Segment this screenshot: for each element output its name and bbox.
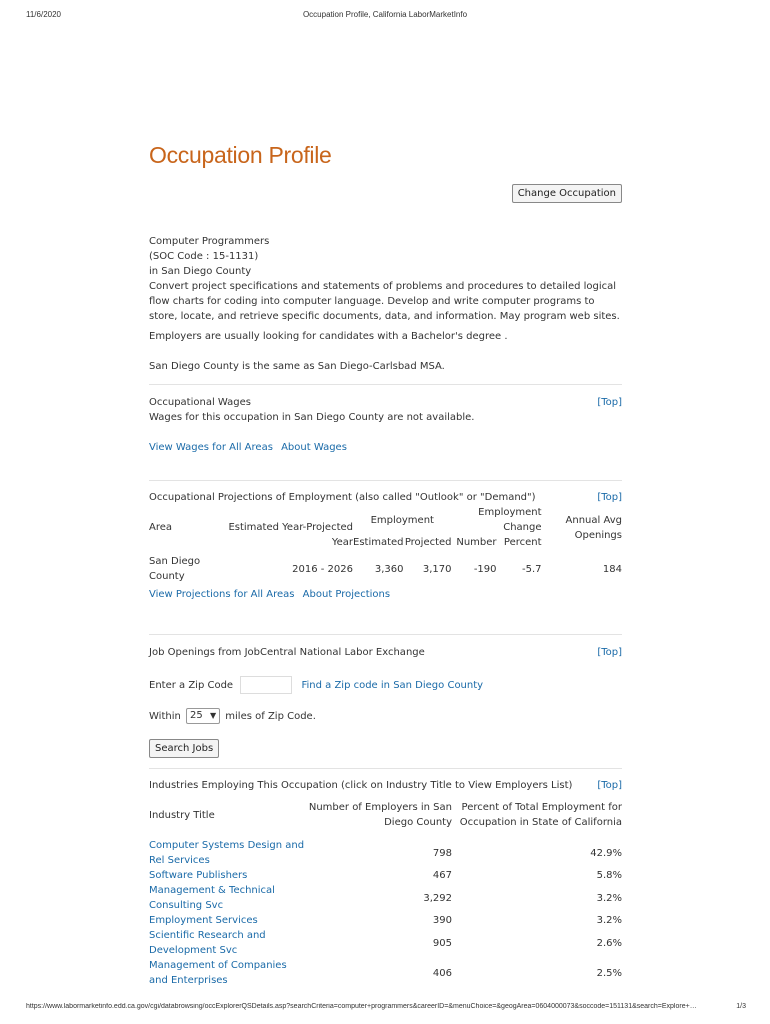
job-openings-section [149, 645, 622, 660]
industry-employers: 467 [432, 870, 452, 881]
projections-section [149, 490, 622, 600]
find-zip-link[interactable]: Find a Zip code in San Diego County [301, 680, 484, 691]
cell-years: 2016 - 2026 [292, 563, 353, 575]
jobs-heading: Job Openings from JobCentral National Labor Exchange [149, 647, 425, 658]
cell-area: San Diego County [149, 556, 201, 582]
col-projected: Projected [404, 537, 452, 548]
industry-title-link[interactable]: Employment Services [149, 915, 258, 926]
wages-note: Wages for this occupation in San Diego County are not available. [149, 412, 475, 423]
jobs-top-link[interactable]: [Top] [597, 647, 622, 658]
zip-row [149, 676, 483, 694]
projections-header [149, 490, 622, 505]
wages-heading: Occupational Wages [149, 397, 252, 408]
col-area: Area [149, 522, 173, 533]
industry-employers: 798 [432, 847, 452, 859]
projections-top-link[interactable]: [Top] [597, 492, 622, 503]
about-projections-link[interactable]: About Projections [302, 589, 391, 600]
col-employment: Employment [370, 514, 434, 526]
wages-links [149, 440, 622, 455]
print-footer [0, 1003, 770, 1017]
occupation-description: Convert project specifications and statements of problems and procedures to detailed logical flow charts for coding into computer language. Develop and write computer programs to store, locate, and retrieve specific documents, data, and information. May program web sites. [149, 281, 620, 322]
projections-links [149, 587, 390, 602]
search-jobs-button[interactable]: Search Jobs [149, 739, 219, 758]
print-date: 11/6/2020 [26, 10, 61, 19]
zip-code-input[interactable] [240, 676, 292, 694]
industries-table [149, 792, 622, 988]
industry-percent: 2.6% [596, 937, 622, 949]
table-row [149, 868, 622, 883]
industries-heading: Industries Employing This Occupation (click on Industry Title to View Employers List) [149, 780, 573, 791]
col-year: Estimated Year-Projected Year [228, 522, 353, 548]
industry-employers: 390 [432, 915, 452, 926]
col-percent-total: Percent of Total Employment for Occupation in State of California [459, 802, 622, 828]
within-label: Within [149, 711, 181, 722]
zip-label: Enter a Zip Code [149, 680, 234, 691]
divider [149, 634, 622, 635]
print-header [0, 10, 770, 24]
industry-percent: 42.9% [590, 847, 622, 859]
industry-percent: 3.2% [596, 915, 622, 926]
table-row [149, 928, 622, 958]
industry-employers: 406 [432, 967, 452, 979]
wages-header [149, 395, 622, 410]
col-industry-title: Industry Title [149, 809, 215, 821]
industry-title-link[interactable]: Scientific Research and Development Svc [149, 930, 266, 956]
industry-title-link[interactable]: Software Publishers [149, 870, 248, 881]
wages-top-link[interactable]: [Top] [597, 397, 622, 408]
industry-title-link[interactable]: Management of Companies and Enterprises [149, 960, 287, 986]
soc-code: (SOC Code : 15-1131) [149, 251, 259, 262]
cell-percent: -5.7 [522, 563, 542, 575]
industry-percent: 3.2% [596, 892, 622, 904]
divider [149, 384, 622, 385]
divider [149, 768, 622, 769]
cell-number: -190 [473, 563, 497, 575]
col-employment-change: Employment Change [478, 507, 542, 533]
print-title: Occupation Profile, California LaborMarketInfo [302, 10, 468, 19]
cell-estimated: 3,360 [374, 563, 404, 575]
col-annual-openings: Annual Avg Openings [565, 514, 622, 541]
projections-heading: Occupational Projections of Employment (also called "Outlook" or "Demand") [149, 492, 536, 503]
chevron-down-icon: ▼ [209, 711, 217, 720]
miles-label: miles of Zip Code. [225, 711, 316, 722]
col-estimated: Estimated [353, 537, 404, 548]
page-title: Occupation Profile [149, 142, 332, 168]
projections-table [149, 505, 622, 588]
industry-title-link[interactable]: Management & Technical Consulting Svc [149, 885, 275, 911]
table-row [149, 838, 622, 868]
col-percent: Percent [503, 537, 542, 548]
view-projections-all-areas-link[interactable]: View Projections for All Areas [149, 589, 295, 600]
occupation-description-block [149, 234, 622, 374]
table-row [149, 913, 622, 928]
table-row [149, 958, 622, 988]
industries-header [149, 778, 622, 793]
change-occupation-button[interactable]: Change Occupation [512, 184, 622, 203]
industry-percent: 5.8% [596, 870, 622, 881]
industry-title-link[interactable]: Computer Systems Design and Rel Services [149, 840, 305, 866]
occupation-name: Computer Programmers [149, 236, 270, 247]
jobs-header [149, 645, 622, 660]
msa-note: San Diego County is the same as San Diego-Carlsbad MSA. [149, 361, 445, 372]
wages-section [149, 395, 622, 455]
radius-row [149, 708, 316, 724]
industry-employers: 3,292 [423, 892, 452, 904]
miles-select-value: 25 [190, 710, 203, 721]
miles-select[interactable] [186, 708, 220, 724]
col-employers: Number of Employers in San Diego County [308, 802, 452, 828]
page-number: 1/3 [736, 1003, 746, 1010]
view-wages-all-areas-link[interactable]: View Wages for All Areas [149, 442, 273, 453]
main-content [149, 142, 622, 986]
occupation-area: in San Diego County [149, 266, 252, 277]
cell-openings: 184 [602, 563, 622, 575]
about-wages-link[interactable]: About Wages [281, 442, 347, 453]
table-row [149, 550, 622, 588]
industry-employers: 905 [432, 937, 452, 949]
divider [149, 480, 622, 481]
industries-top-link[interactable]: [Top] [597, 780, 622, 791]
education-note: Employers are usually looking for candidates with a Bachelor's degree . [149, 331, 508, 342]
industries-section [149, 778, 622, 986]
industry-percent: 2.5% [596, 967, 622, 979]
col-number: Number [456, 537, 497, 548]
cell-projected: 3,170 [422, 563, 452, 575]
table-row [149, 883, 622, 913]
print-url: https://www.labormarketinfo.edd.ca.gov/cgi/databrowsing/occExplorerQSDetails.asp?searchCriteria=computer+programmers&careerID=&menuChoice=&geogArea=0604000073&soccode=151131&search=Explore+… [26, 1003, 697, 1010]
